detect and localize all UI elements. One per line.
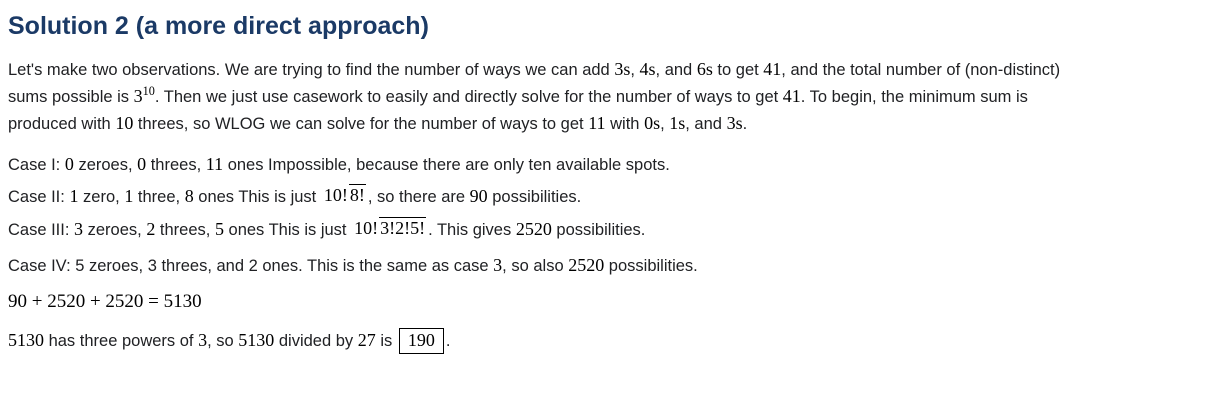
math-3: 3 xyxy=(198,330,208,350)
text-run: Case II: xyxy=(8,188,70,206)
text-run: . Then we just use casework to easily and directly solve for the number of ways to get xyxy=(154,88,783,106)
math-2: 2 xyxy=(146,219,156,239)
text-run: Case III: xyxy=(8,221,75,239)
text-run: zero, xyxy=(78,188,125,206)
text-run: sums possible is xyxy=(8,88,134,106)
text-run: possibilities. xyxy=(487,188,582,206)
math-2520: 2520 xyxy=(568,255,605,275)
text-run: has three powers of xyxy=(44,332,199,350)
math-6s: 6s xyxy=(696,59,713,79)
math-11: 11 xyxy=(588,113,606,133)
case-ii-line xyxy=(8,184,1205,209)
case-iii-line xyxy=(8,217,1205,242)
text-run: zeroes, xyxy=(73,156,138,174)
math-2520: 2520 xyxy=(515,219,552,239)
final-answer-line xyxy=(8,327,1205,354)
text-run: , and xyxy=(685,115,727,133)
math-5130: 5130 xyxy=(238,330,275,350)
text-run: divided by xyxy=(274,332,358,350)
text-run: . To begin, the minimum sum is xyxy=(800,88,1028,106)
text-run: , xyxy=(660,115,670,133)
math-1s: 1s xyxy=(669,113,686,133)
math-base: 3 xyxy=(133,86,143,106)
text-run: ones Impossible, because there are only ten available spots. xyxy=(223,156,670,174)
fraction-10f-over-8f xyxy=(323,184,366,207)
fraction-denominator: 8! xyxy=(349,185,365,206)
math-10: 10 xyxy=(115,113,134,133)
text-run: zeroes, xyxy=(83,221,147,239)
case-i-line xyxy=(8,151,1205,178)
text-run: produced with xyxy=(8,115,116,133)
text-run: is xyxy=(375,332,397,350)
text-run: . xyxy=(445,332,451,350)
math-90: 90 xyxy=(469,186,488,206)
fraction-10f-over-3f2f5f xyxy=(353,217,426,240)
math-3-pow-10 xyxy=(134,86,155,106)
text-run: , and the total number of (non-distinct) xyxy=(781,61,1061,79)
math-3s: 3s xyxy=(726,113,743,133)
math-8: 8 xyxy=(184,186,194,206)
text-run: , so xyxy=(207,332,239,350)
text-run: possibilities. xyxy=(551,221,646,239)
text-run: ones This is just xyxy=(223,221,352,239)
intro-line-2 xyxy=(8,83,1205,110)
intro-paragraph xyxy=(8,56,1205,137)
text-run: . This gives xyxy=(428,221,516,239)
text-run: , so also xyxy=(502,257,569,275)
fraction-numerator: 10! xyxy=(323,185,348,206)
text-run: , so there are xyxy=(367,188,470,206)
text-run: , and xyxy=(655,61,697,79)
text-run: . xyxy=(742,115,748,133)
fraction-denominator: 3!2!5! xyxy=(380,218,426,239)
text-run: , xyxy=(630,61,640,79)
math-exponent: 10 xyxy=(142,84,155,98)
math-11: 11 xyxy=(205,154,224,174)
intro-line-1 xyxy=(8,56,1205,83)
text-run: three, xyxy=(133,188,185,206)
text-run: ones This is just xyxy=(193,188,321,206)
math-3: 3 xyxy=(74,219,84,239)
math-4s: 4s xyxy=(639,59,656,79)
math-0: 0 xyxy=(64,154,74,174)
case-iv-line xyxy=(8,252,1205,279)
math-27: 27 xyxy=(357,330,376,350)
text-run: Case I: xyxy=(8,156,65,174)
math-41: 41 xyxy=(763,59,782,79)
text-run: threes, xyxy=(146,156,206,174)
sum-equation xyxy=(8,289,1205,315)
math-3s: 3s xyxy=(614,59,631,79)
math-1: 1 xyxy=(69,186,79,206)
math-5130: 5130 xyxy=(8,330,44,350)
fraction-numerator: 10! xyxy=(354,218,379,239)
boxed-answer-190: 190 xyxy=(399,328,444,354)
text-run: to get xyxy=(712,61,764,79)
text-run: Case IV: 5 zeroes, 3 threes, and 2 ones. This is the same as case xyxy=(8,257,494,275)
text-run: threes, so WLOG we can solve for the number of ways to get xyxy=(133,115,589,133)
text-run: possibilities. xyxy=(604,257,698,275)
math-5: 5 xyxy=(214,219,224,239)
intro-line-3 xyxy=(8,110,1205,137)
math-1: 1 xyxy=(124,186,134,206)
text-run: Let's make two observations. We are trying to find the number of ways we can add xyxy=(8,61,615,79)
math-3: 3 xyxy=(493,255,503,275)
math-0s: 0s xyxy=(644,113,661,133)
text-run: with xyxy=(605,115,645,133)
math-0: 0 xyxy=(137,154,147,174)
math-41: 41 xyxy=(782,86,801,106)
math-equation: 90 + 2520 + 2520 = 5130 xyxy=(8,291,202,312)
solution-heading: Solution 2 (a more direct approach) xyxy=(8,12,429,40)
text-run: threes, xyxy=(155,221,215,239)
